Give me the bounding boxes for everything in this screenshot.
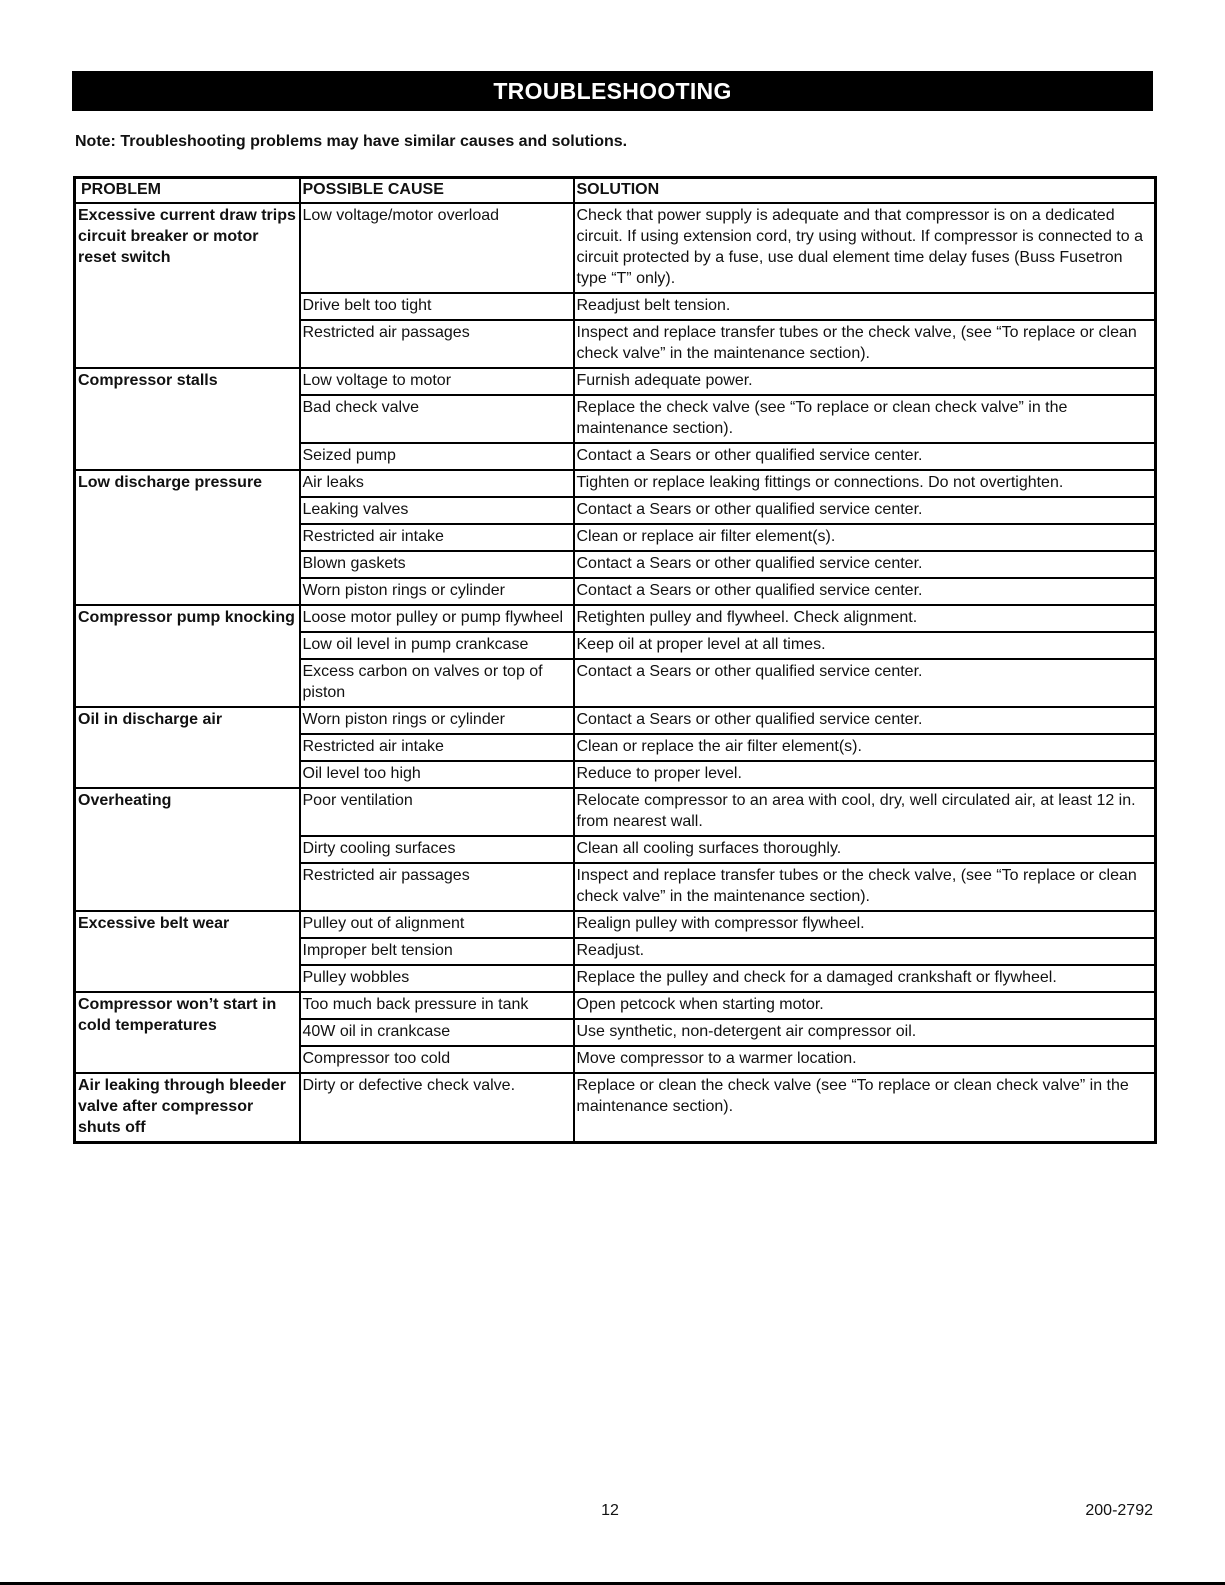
table-row bbox=[75, 1073, 1156, 1143]
possible-cause-cell: Drive belt too tight bbox=[300, 293, 574, 320]
table-header-row bbox=[75, 178, 1156, 204]
solution-cell: Move compressor to a warmer location. bbox=[574, 1046, 1156, 1073]
solution-cell: Retighten pulley and flywheel. Check alignment. bbox=[574, 605, 1156, 632]
possible-cause-cell: Oil level too high bbox=[300, 761, 574, 788]
column-header-possible-cause: POSSIBLE CAUSE bbox=[300, 178, 574, 204]
solution-cell: Check that power supply is adequate and that compressor is on a dedicated circuit. If using extension cord, try using without. If compressor is connected to a circuit protected by a fuse, use dual element time delay fuses (Buss Fusetron type “T” only). bbox=[574, 203, 1156, 293]
solution-cell: Contact a Sears or other qualified service center. bbox=[574, 551, 1156, 578]
table-row bbox=[75, 368, 1156, 395]
table-row bbox=[75, 707, 1156, 734]
troubleshooting-table bbox=[73, 176, 1157, 1144]
table-body bbox=[75, 203, 1156, 1143]
problem-cell: Excessive belt wear bbox=[75, 911, 300, 992]
possible-cause-cell: Dirty cooling surfaces bbox=[300, 836, 574, 863]
solution-cell: Clean or replace air filter element(s). bbox=[574, 524, 1156, 551]
column-header-solution: SOLUTION bbox=[574, 178, 1156, 204]
possible-cause-cell: Pulley wobbles bbox=[300, 965, 574, 992]
section-title-banner: TROUBLESHOOTING bbox=[72, 71, 1153, 111]
problem-cell: Air leaking through bleeder valve after compressor shuts off bbox=[75, 1073, 300, 1143]
solution-cell: Use synthetic, non-detergent air compressor oil. bbox=[574, 1019, 1156, 1046]
possible-cause-cell: 40W oil in crankcase bbox=[300, 1019, 574, 1046]
solution-cell: Furnish adequate power. bbox=[574, 368, 1156, 395]
solution-cell: Clean or replace the air filter element(s). bbox=[574, 734, 1156, 761]
possible-cause-cell: Too much back pressure in tank bbox=[300, 992, 574, 1019]
possible-cause-cell: Air leaks bbox=[300, 470, 574, 497]
problem-cell: Compressor stalls bbox=[75, 368, 300, 470]
problem-cell: Oil in discharge air bbox=[75, 707, 300, 788]
solution-cell: Inspect and replace transfer tubes or the check valve, (see “To replace or clean check valve” in the maintenance section). bbox=[574, 320, 1156, 368]
solution-cell: Keep oil at proper level at all times. bbox=[574, 632, 1156, 659]
possible-cause-cell: Leaking valves bbox=[300, 497, 574, 524]
solution-cell: Contact a Sears or other qualified service center. bbox=[574, 443, 1156, 470]
possible-cause-cell: Compressor too cold bbox=[300, 1046, 574, 1073]
solution-cell: Replace or clean the check valve (see “To replace or clean check valve” in the maintenance section). bbox=[574, 1073, 1156, 1143]
solution-cell: Reduce to proper level. bbox=[574, 761, 1156, 788]
possible-cause-cell: Worn piston rings or cylinder bbox=[300, 707, 574, 734]
solution-cell: Contact a Sears or other qualified service center. bbox=[574, 707, 1156, 734]
solution-cell: Readjust belt tension. bbox=[574, 293, 1156, 320]
solution-cell: Relocate compressor to an area with cool, dry, well circulated air, at least 12 in. from nearest wall. bbox=[574, 788, 1156, 836]
solution-cell: Contact a Sears or other qualified service center. bbox=[574, 659, 1156, 707]
possible-cause-cell: Bad check valve bbox=[300, 395, 574, 443]
problem-cell: Excessive current draw trips circuit breaker or motor reset switch bbox=[75, 203, 300, 368]
document-number: 200-2792 bbox=[1085, 1502, 1153, 1519]
solution-cell: Contact a Sears or other qualified service center. bbox=[574, 497, 1156, 524]
note-text: Note: Troubleshooting problems may have similar causes and solutions. bbox=[75, 133, 628, 150]
problem-cell: Compressor pump knocking bbox=[75, 605, 300, 707]
possible-cause-cell: Restricted air intake bbox=[300, 734, 574, 761]
solution-cell: Inspect and replace transfer tubes or the check valve, (see “To replace or clean check valve” in the maintenance section). bbox=[574, 863, 1156, 911]
table-row bbox=[75, 788, 1156, 836]
table-row bbox=[75, 605, 1156, 632]
possible-cause-cell: Worn piston rings or cylinder bbox=[300, 578, 574, 605]
solution-cell: Tighten or replace leaking fittings or connections. Do not overtighten. bbox=[574, 470, 1156, 497]
possible-cause-cell: Dirty or defective check valve. bbox=[300, 1073, 574, 1143]
solution-cell: Clean all cooling surfaces thoroughly. bbox=[574, 836, 1156, 863]
possible-cause-cell: Excess carbon on valves or top of piston bbox=[300, 659, 574, 707]
problem-cell: Low discharge pressure bbox=[75, 470, 300, 605]
possible-cause-cell: Blown gaskets bbox=[300, 551, 574, 578]
possible-cause-cell: Low voltage/motor overload bbox=[300, 203, 574, 293]
possible-cause-cell: Restricted air passages bbox=[300, 863, 574, 911]
possible-cause-cell: Low voltage to motor bbox=[300, 368, 574, 395]
problem-cell: Overheating bbox=[75, 788, 300, 911]
table-row bbox=[75, 203, 1156, 293]
possible-cause-cell: Restricted air intake bbox=[300, 524, 574, 551]
table-row bbox=[75, 992, 1156, 1019]
solution-cell: Replace the pulley and check for a damaged crankshaft or flywheel. bbox=[574, 965, 1156, 992]
solution-cell: Replace the check valve (see “To replace or clean check valve” in the maintenance section). bbox=[574, 395, 1156, 443]
possible-cause-cell: Low oil level in pump crankcase bbox=[300, 632, 574, 659]
table-row bbox=[75, 911, 1156, 938]
solution-cell: Realign pulley with compressor flywheel. bbox=[574, 911, 1156, 938]
possible-cause-cell: Pulley out of alignment bbox=[300, 911, 574, 938]
problem-cell: Compressor won’t start in cold temperatures bbox=[75, 992, 300, 1073]
possible-cause-cell: Poor ventilation bbox=[300, 788, 574, 836]
solution-cell: Readjust. bbox=[574, 938, 1156, 965]
possible-cause-cell: Seized pump bbox=[300, 443, 574, 470]
possible-cause-cell: Restricted air passages bbox=[300, 320, 574, 368]
column-header-problem: PROBLEM bbox=[75, 178, 300, 204]
possible-cause-cell: Loose motor pulley or pump flywheel bbox=[300, 605, 574, 632]
possible-cause-cell: Improper belt tension bbox=[300, 938, 574, 965]
solution-cell: Open petcock when starting motor. bbox=[574, 992, 1156, 1019]
table-row bbox=[75, 470, 1156, 497]
solution-cell: Contact a Sears or other qualified service center. bbox=[574, 578, 1156, 605]
page-number: 12 bbox=[601, 1502, 619, 1519]
